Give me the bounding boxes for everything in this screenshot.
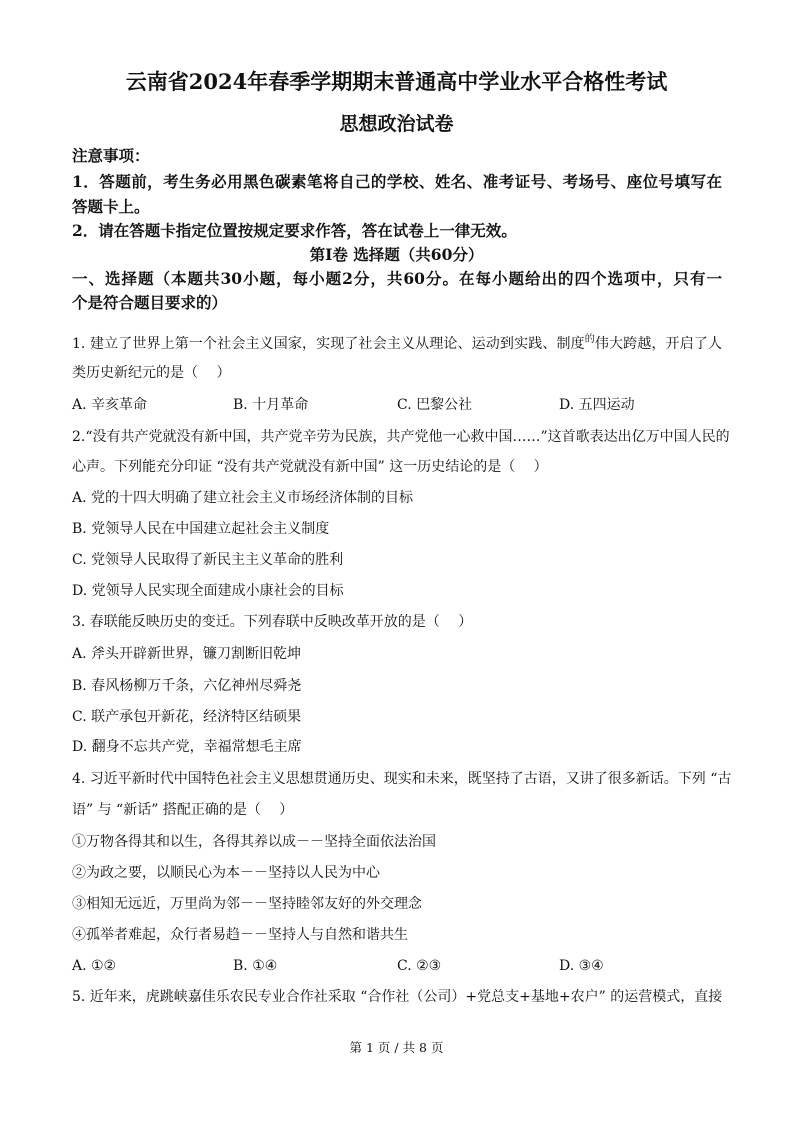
notice-item-1: 1．答题前，考生务必用黑色碳素笔将自己的学校、姓名、准考证号、考场号、座位号填写在 [72,172,722,191]
q2-option-a[interactable]: A. 党的十四大明确了建立社会主义市场经济体制的目标 [72,490,414,506]
section-instructions: 一、选择题（本题共30小题，每小题2分，共60分。在每小题给出的四个选项中，只有一 [72,269,722,288]
q4-item-3: ③相知无远近，万里尚为邻－－坚持睦邻友好的外交理念 [72,896,422,912]
q2-option-b[interactable]: B. 党领导人民在中国建立起社会主义制度 [72,521,330,537]
q4-option-a[interactable]: A. ①② [72,958,117,974]
question-2-cont: 心声。下列能充分印证 “没有共产党就没有新中国” 这一历史结论的是（ ） [72,459,548,475]
q1-option-b[interactable]: B. 十月革命 [233,397,309,413]
question-4: 4. 习近平新时代中国特色社会主义思想贯通历史、现实和未来，既坚持了古语，又讲了很多新话。下列 “古 [72,771,732,787]
q4-option-d[interactable]: D. ③④ [559,958,604,974]
page-footer: 第 1 页 / 共 8 页 [349,1040,444,1055]
q1-text: 1. 建立了世界上第一个社会主义国家，实现了社会主义从理论、运动到实践、制度 [72,336,585,352]
q4-item-1: ①万物各得其和以生，各得其养以成－－坚持全面依法治国 [72,834,436,850]
question-5: 5. 近年来，虎跳峡嘉佳乐农民专业合作社采取 “合作社（公司）+党总支+基地+农户” 的运营模式，直接 [72,989,723,1005]
q4-options [72,956,722,976]
q4-item-2: ②为政之要，以顺民心为本－－坚持以人民为中心 [72,865,380,881]
section-title: 第Ⅰ卷 选择题（共60分） [309,245,484,264]
q1-text-cont: 伟大跨越，开启了人 [594,336,723,352]
q3-option-d[interactable]: D. 翻身不忘共产党，幸福常想毛主席 [72,739,302,755]
page-subtitle: 思想政治试卷 [339,113,454,135]
q1-options [72,395,722,415]
q3-option-c[interactable]: C. 联产承包开新花，经济特区结硕果 [72,709,302,725]
q2-option-c[interactable]: C. 党领导人民取得了新民主主义革命的胜利 [72,552,344,568]
notice-item-1-cont: 答题卡上。 [72,197,150,216]
q1-option-c[interactable]: C. 巴黎公社 [397,397,473,413]
notice-heading: 注意事项： [72,146,150,165]
q4-option-c[interactable]: C. ②③ [397,958,442,974]
q1-option-d[interactable]: D. 五四运动 [559,397,635,413]
page-title: 云南省2024年春季学期期末普通高中学业水平合格性考试 [125,69,668,94]
q2-option-d[interactable]: D. 党领导人民实现全面建成小康社会的目标 [72,583,344,599]
notice-item-2: 2．请在答题卡指定位置按规定要求作答，答在试卷上一律无效。 [72,221,517,240]
q3-option-a[interactable]: A. 斧头开辟新世界，镰刀割断旧乾坤 [72,646,302,662]
q4-item-4: ④孤举者难起，众行者易趋－－坚持人与自然和谐共生 [72,927,408,943]
q4-option-b[interactable]: B. ①④ [233,958,278,974]
section-instructions-cont: 个是符合题目要求的） [72,293,228,312]
q1-option-a[interactable]: A. 辛亥革命 [72,397,148,413]
q1-superscript: 的 [584,334,595,345]
question-1 [72,330,722,350]
question-4-cont: 语” 与 “新话” 搭配正确的是（ ） [72,802,294,818]
question-2: 2.“没有共产党就没有新中国，共产党辛劳为民族，共产党他一心救中国……”这首歌表达出亿万中国人民的 [72,429,730,445]
question-1-cont: 类历史新纪元的是（ ） [72,365,231,381]
question-3: 3. 春联能反映历史的变迁。下列春联中反映改革开放的是（ ） [72,614,473,630]
q3-option-b[interactable]: B. 春风杨柳万千条，六亿神州尽舜尧 [72,678,302,694]
